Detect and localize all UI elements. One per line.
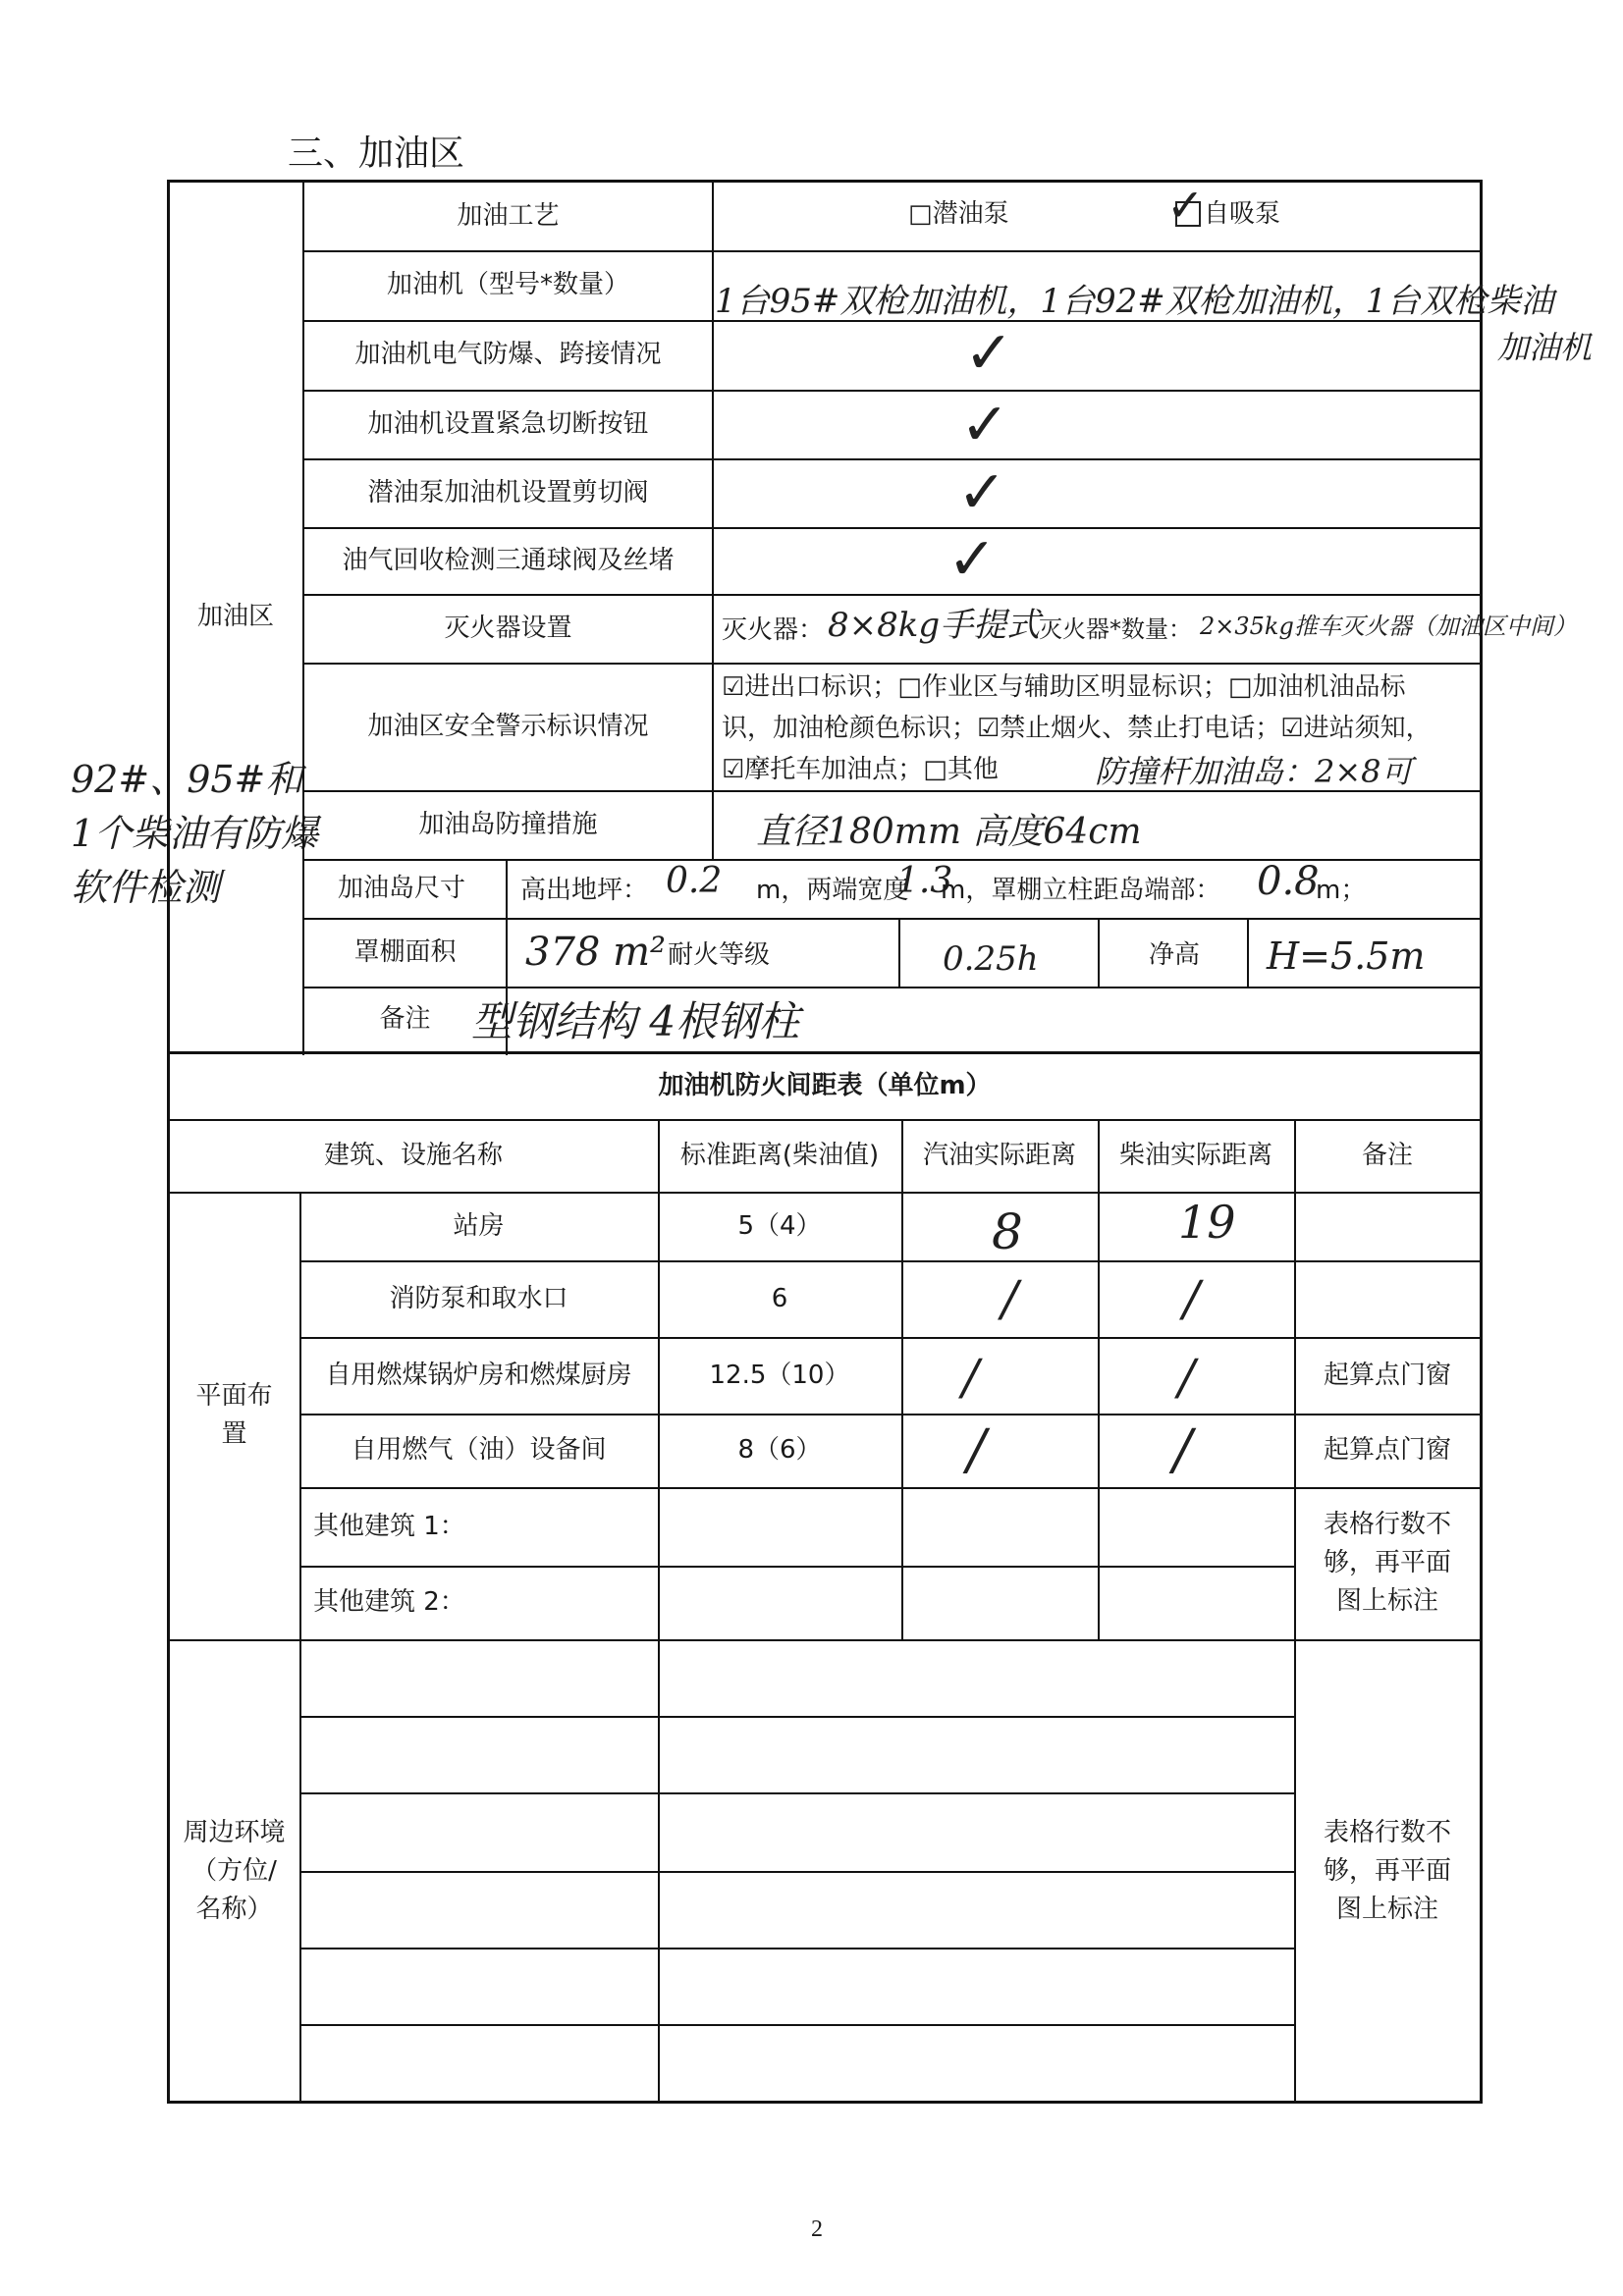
extinguisher-label: 灭火器设置	[444, 613, 572, 643]
extinguisher-qty-label: 灭火器*数量：	[1039, 615, 1192, 643]
grid-line	[299, 1792, 1294, 1794]
facility-name: 消防泵和取水口	[389, 1283, 568, 1313]
checkmark-icon: ✓	[960, 391, 1010, 459]
header-note: 备注	[1361, 1140, 1413, 1170]
header-standard: 标准距离(柴油值)	[679, 1140, 880, 1170]
standard-distance: 5（4）	[737, 1210, 822, 1241]
facility-name: 自用燃气（油）设备间	[351, 1435, 607, 1465]
gasoline-distance: /	[967, 1418, 986, 1482]
grid-line	[299, 1948, 1294, 1949]
collision-value: 直径180mm 高度64cm	[756, 812, 1142, 852]
dispenser-value-overflow: 加油机	[1497, 329, 1593, 366]
fire-rating-value: 0.25h	[943, 939, 1039, 979]
dispenser-label: 加油机（型号*数量）	[386, 270, 629, 299]
grid-line	[1294, 1119, 1296, 2104]
collision-label: 加油岛防撞措施	[418, 809, 598, 839]
row-note: 起算点门窗	[1323, 1360, 1451, 1390]
gasoline-distance: /	[962, 1349, 979, 1406]
checkmark-icon: ✓	[964, 319, 1014, 388]
remark-label: 备注	[379, 1003, 431, 1034]
margin-note-line3: 软件检测	[71, 866, 221, 909]
grid-line	[167, 1639, 1483, 1641]
island-width-value: 1.3	[896, 861, 953, 901]
grid-line	[1098, 1119, 1100, 1639]
other-buildings-note: 表格行数不够，再平面图上标注	[1323, 1510, 1451, 1616]
grid-line	[1098, 918, 1100, 987]
diesel-distance: /	[1178, 1349, 1195, 1406]
grid-line	[299, 1716, 1294, 1718]
header-facility: 建筑、设施名称	[323, 1140, 503, 1170]
gasoline-distance: /	[1001, 1270, 1018, 1327]
opt-submersible: □潜油泵	[908, 199, 1009, 229]
checkmark-icon: ✓	[1166, 179, 1205, 232]
signs-line3: ☑摩托车加油点；□其他	[722, 755, 999, 784]
grid-line	[901, 1119, 903, 1639]
canopy-column-label: m，罩棚立柱距岛端部：	[941, 876, 1221, 905]
extinguisher-value-a: 8×8kg手提式	[828, 606, 1041, 645]
canopy-area-label: 罩棚面积	[353, 936, 457, 967]
extinguisher-prefix: 灭火器：	[722, 615, 825, 645]
facility-name: 其他建筑 2：	[313, 1587, 465, 1617]
fire-rating-label: 耐火等级	[668, 940, 771, 970]
extinguisher-value-b: 2×35kg推车灭火器（加油区中间）	[1200, 613, 1577, 640]
grid-line	[299, 1871, 1294, 1873]
island-height-label: 高出地坪：	[520, 876, 649, 905]
canopy-area-value: 378 m²	[525, 930, 667, 975]
gasoline-distance: 8	[992, 1203, 1023, 1260]
clear-height-label: 净高	[1149, 940, 1201, 970]
header-gasoline: 汽油实际距离	[922, 1140, 1076, 1170]
vapor-label: 油气回收检测三通球阀及丝堵	[342, 545, 675, 575]
dispenser-value: 1台95#双枪加油机，1台92#双枪加油机，1台双枪柴油	[715, 282, 1554, 321]
signs-hand-note: 防撞杆加油岛：2×8可	[1095, 753, 1413, 790]
area-label: 加油区	[196, 601, 274, 631]
process-label: 加油工艺	[457, 200, 560, 231]
facility-name: 站房	[453, 1210, 505, 1241]
opt-self-priming: 自吸泵	[1204, 199, 1281, 229]
surroundings-note: 表格行数不够，再平面图上标注	[1323, 1818, 1451, 1924]
standard-distance: 8（6）	[737, 1435, 822, 1465]
grid-line	[299, 2024, 1294, 2026]
grid-line	[898, 918, 900, 987]
signs-label: 加油区安全警示标识情况	[367, 711, 649, 741]
header-diesel: 柴油实际距离	[1118, 1140, 1272, 1170]
standard-distance: 12.5（10）	[709, 1360, 850, 1390]
page-number: 2	[811, 2216, 823, 2242]
checkmark-icon: ✓	[957, 458, 1007, 527]
facility-name: 自用燃煤锅炉房和燃煤厨房	[325, 1360, 632, 1390]
remark-value: 型钢结构 4根钢柱	[471, 997, 800, 1045]
explosion-label: 加油机电气防爆、跨接情况	[354, 340, 662, 369]
grid-line	[1247, 918, 1249, 987]
canopy-column-unit: m；	[1316, 876, 1367, 905]
group-surroundings-label: 周边环境（方位/名称）	[183, 1818, 286, 1924]
grid-line	[712, 182, 714, 859]
clear-height-value: H=5.5m	[1267, 934, 1426, 978]
diesel-distance: 19	[1178, 1196, 1236, 1249]
island-size-label: 加油岛尺寸	[338, 873, 466, 903]
margin-note-line2: 1个柴油有防爆	[71, 812, 319, 855]
signs-line1: ☑进出口标识；□作业区与辅助区明显标识；□加油机油品标	[722, 672, 1406, 702]
island-height-value: 0.2	[666, 861, 723, 901]
diesel-distance: /	[1183, 1270, 1200, 1327]
signs-line2: 识，加油枪颜色标识；☑禁止烟火、禁止打电话；☑进站须知，	[722, 714, 1432, 743]
shear-valve-label: 潜油泵加油机设置剪切阀	[367, 477, 649, 507]
row-note: 起算点门窗	[1323, 1435, 1451, 1465]
standard-distance: 6	[771, 1283, 788, 1313]
canopy-column-value: 0.8	[1257, 859, 1320, 904]
margin-note-line1: 92#、95#和	[71, 758, 303, 801]
group-plan-layout-label: 平面布置	[195, 1381, 273, 1449]
checkmark-icon: ✓	[947, 525, 998, 594]
section-title: 三、加油区	[288, 133, 465, 174]
distance-table-title: 加油机防火间距表（单位m）	[658, 1071, 992, 1100]
facility-name: 其他建筑 1：	[313, 1511, 465, 1541]
island-width-label: m，两端宽度	[756, 876, 909, 905]
emergency-label: 加油机设置紧急切断按钮	[367, 408, 649, 439]
diesel-distance: /	[1173, 1418, 1192, 1482]
